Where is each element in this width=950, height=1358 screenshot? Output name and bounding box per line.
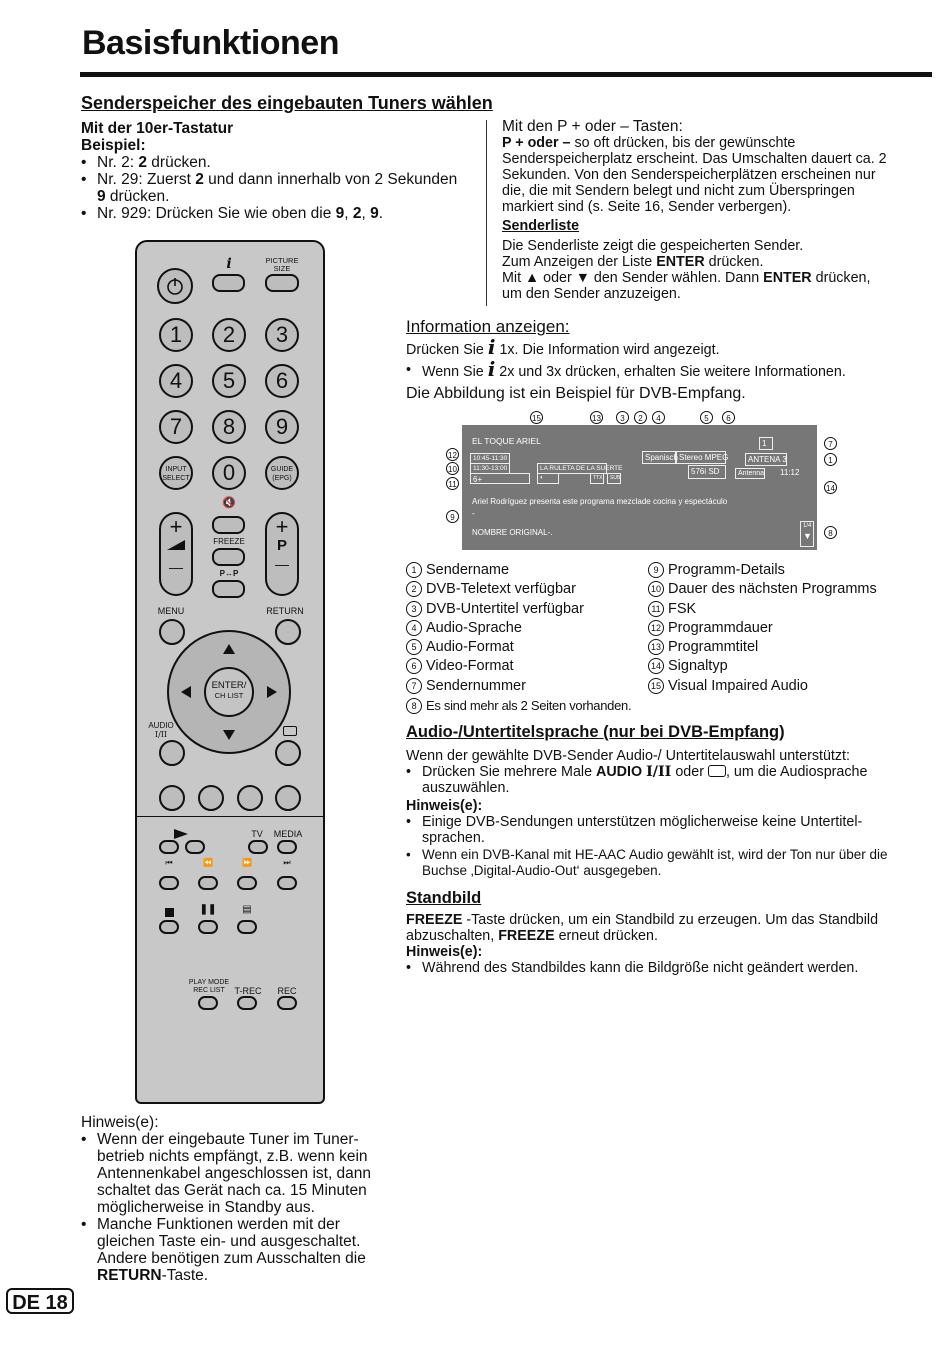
media-label: MEDIA [273,829,303,839]
remote-control [135,240,325,1104]
legend-item: 5 Audio-Format [406,638,631,657]
legend-item: 12 Programmdauer [648,619,877,638]
legend-item: 9 Programm-Details [648,561,877,580]
info-text: Drücken Sie i 1x. Die Information wird angezeigt. • Wenn Sie i 2x und 3x drücken, erhalten Sie weitere Informationen. Die Abbildung ist ein Beispiel für DVB-Empfang. [406,340,906,403]
digit-4-button[interactable]: 4 [159,364,193,398]
legend-item: 6 Video-Format [406,657,631,676]
p-keys-block [502,118,894,302]
info-example: Die Abbildung ist ein Beispiel für DVB-Empfang. [406,385,746,402]
legend-item: 8 Es sind mehr als 2 Seiten vorhanden. [406,696,631,715]
freeze-label: FREEZE [213,537,245,546]
marker-9: 9 [446,510,459,523]
mute-icon: 🔇 [222,497,236,509]
rec-list-button[interactable] [198,996,218,1010]
senderliste-text: Die Senderliste zeigt die gespeicherten Sender. Zum Anzeigen der Liste ENTER drücken. Mit ▲ oder ▼ den Sender wählen. Dann ENTER drücken, um den Sender anzuzeigen. [502,238,871,302]
p-p-label: P↔P [219,569,239,578]
marker-11: 11 [446,477,459,490]
osd-page-indicator [800,521,814,547]
mute-button[interactable] [212,516,245,534]
info-i-icon: i [487,357,496,381]
volume-up-label: + [169,514,183,539]
osd-details: Ariel Rodríguez presenta este programa mezclade cocina y espectáculo [472,497,728,506]
yellow-button[interactable] [237,785,263,811]
play-button[interactable] [185,840,205,854]
digit-1-button[interactable]: 1 [159,318,193,352]
osd-audio-format: Stereo MPEG [676,451,726,464]
osd-vi-audio-icon: ◐ [537,473,559,484]
digit-8-button[interactable]: 8 [212,410,246,444]
ten-key-block [81,120,466,222]
marker-5: 5 [700,411,713,424]
list-item: • Drücken Sie mehrere Male AUDIO I/II oder , um die Audiosprache auszuwählen. [406,764,896,796]
info-label: i [226,256,232,272]
list-item: • Wenn Sie i 2x und 3x drücken, erhalten Sie weitere Informationen. [406,362,906,380]
digit-6-button[interactable]: 6 [265,364,299,398]
marker-14: 14 [824,481,837,494]
standbild-block [406,912,896,976]
osd-page-label: 1/4 [803,523,812,529]
legend-item: 3 DVB-Untertitel verfügbar [406,600,631,619]
osd-age: 6+ [470,473,530,484]
forward-button[interactable] [237,876,257,890]
forward-icon: ⏩ [242,858,252,867]
osd-next-program: LA RULETA DE LA SUERTE [537,463,607,474]
legend-item: 4 Audio-Sprache [406,619,631,638]
tv-label: TV [251,829,263,839]
p-keys-text: P + oder – so oft drücken, bis der gewünschte Senderspeicherplatz erscheint. Das Umschalten dauert ca. 2 Sekunden. Von den Senderspeicherplätzen erscheinen nur die, die mit Sendern belegt und nicht zum Überspringen markiert sind (s. Seite 16, Sender verbergen). [502,135,887,215]
red-button[interactable] [159,785,185,811]
marker-12: 12 [446,448,459,461]
volume-wedge-icon [165,538,187,552]
osd-video-format: 576i SD [688,465,726,479]
subtitle-icon [283,726,297,736]
marker-6: 6 [722,411,735,424]
program-label: P [276,537,287,554]
osd-ttx-icon: TTX [590,473,604,484]
audio-mode-label: I/II [154,730,168,739]
osd-time-range2: 11:30-13:00 [470,463,510,474]
power-button[interactable] [157,268,193,304]
return-label: RETURN [266,606,304,616]
rec-label: REC [277,986,297,996]
ten-key-title: Mit der 10er-Tastatur [81,120,234,137]
play-icon [174,829,188,839]
rewind-button[interactable] [198,876,218,890]
pause-icon: ❚❚ [199,904,217,915]
legend-right [648,561,877,696]
title-rule [80,72,932,77]
blue-button[interactable] [275,785,301,811]
play-mode-label: PLAY MODE [188,979,230,986]
marker-3: 3 [616,411,629,424]
column-divider [486,120,487,306]
osd-figure [462,425,817,550]
trec-label: T-REC [234,986,262,996]
legend-item: 1 Sendername [406,561,631,580]
list-item: • Wenn ein DVB-Kanal mit HE-AAC Audio gewählt ist, wird der Ton nur über die Buchse ‚Digital-Audio-Out‘ ausgegeben. [406,847,896,879]
next-button[interactable] [277,876,297,890]
info-i-icon: i [487,335,496,359]
program-up-label: + [275,514,289,539]
legend-item: 2 DVB-Teletext verfügbar [406,580,631,599]
audio-sub-title: Audio-/Untertitelsprache (nur bei DVB-Empfang) [406,723,785,741]
legend-item: 15 Visual Impaired Audio [648,677,877,696]
subtitle-icon [708,765,726,777]
bottom-hinweis: Hinweis(e): [81,1114,159,1131]
osd-time-range1: 10:45-11:30 [470,453,510,464]
rewind-icon: ⏪ [203,858,213,867]
osd-signal: Antenna [735,468,765,479]
marker-8: 8 [824,526,837,539]
program-rocker[interactable] [265,512,299,596]
program-down-label: — [275,556,289,572]
osd-original: NOMBRE ORIGINAL-. [472,528,553,537]
marker-1: 1 [824,453,837,466]
trec-button[interactable] [237,996,257,1010]
guide-button[interactable]: GUIDE (EPG) [265,456,299,490]
legend-item: 13 Programmtitel [648,638,877,657]
osd-channel-name: EL TOQUE ARIEL [472,436,541,446]
legend-item: 14 Signaltyp [648,657,877,676]
marker-7: 7 [824,437,837,450]
ch-list-label: CH LIST [214,691,244,700]
tuner-section-title: Senderspeicher des eingebauten Tuners wählen [81,93,493,113]
subtitle-button[interactable] [275,740,301,766]
rec-button[interactable] [277,996,297,1010]
list-item: • Nr. 2: 2 drücken. [81,154,466,171]
list-icon: ▤ [242,904,252,915]
menu-label: MENU [157,606,185,616]
picture-size-label: PICTURE SIZE [265,256,299,273]
list-item: • Manche Funktionen werden mit der gleichen Taste ein- und ausgeschaltet. Andere benötigen zum Ausschalten die RETURN-Taste. [81,1216,381,1284]
digit-9-button[interactable]: 9 [265,410,299,444]
swap-button[interactable] [212,580,245,598]
list-item: • Während des Standbildes kann die Bildgröße nicht geändert werden. [406,960,896,976]
rec-list-label: REC LIST [193,987,225,994]
page-number: DE 18 [6,1288,74,1314]
osd-station: ANTENA 3 [745,453,787,466]
audio-sub-hinweis: Hinweis(e): [406,798,483,814]
legend-left [406,561,631,715]
input-select-button[interactable]: INPUT SELECT [159,456,193,490]
legend-item: 11 FSK [648,600,877,619]
osd-sub-icon: SUB [607,473,621,484]
senderliste-title: Senderliste [502,218,580,234]
stop-icon [165,908,174,917]
osd-clock: 11:12 [780,468,800,477]
freeze-button[interactable] [212,548,245,566]
osd-dash: - [472,509,475,518]
audio-sub-line1: Wenn der gewählte DVB-Sender Audio-/ Untertitelauswahl unterstützt: [406,748,850,764]
standbild-hinweis: Hinweis(e): [406,944,483,960]
prev-button[interactable] [159,876,179,890]
p-keys-title: Mit den P + oder – Tasten: [502,118,683,135]
remote-divider [137,816,323,817]
marker-15: 15 [530,411,543,424]
media-button[interactable] [277,840,297,854]
marker-2: 2 [634,411,647,424]
marker-10: 10 [446,462,459,475]
volume-rocker[interactable] [159,512,193,596]
audio-sub-block [406,748,896,879]
prev-icon: ⏮ [165,858,173,867]
audio-button[interactable] [159,740,185,766]
standbild-text: FREEZE -Taste drücken, um ein Standbild zu erzeugen. Um das Standbild abzuschalten, FREEZE erneut drücken. [406,912,879,944]
marker-4: 4 [652,411,665,424]
osd-channel-number: 1 [759,437,773,450]
digit-2-button[interactable]: 2 [212,318,246,352]
stop-button[interactable] [159,920,179,934]
power-icon [159,270,191,302]
volume-down-label: — [169,559,183,575]
next-icon: ⏭ [283,858,291,867]
list-button[interactable] [237,920,257,934]
green-button[interactable] [198,785,224,811]
legend-item: 10 Dauer des nächsten Programms [648,580,877,599]
picture-size-button[interactable] [265,274,299,292]
list-item: • Nr. 29: Zuerst 2 und dann innerhalb von 2 Sekunden 9 drücken. [81,171,466,205]
list-item: • Nr. 929: Drücken Sie wie oben die 9, 2, 9. [81,205,466,222]
list-item: • Einige DVB-Sendungen unterstützen möglicherweise keine Untertitel-sprachen. [406,814,896,846]
standbild-title: Standbild [406,889,482,907]
digit-5-button[interactable]: 5 [212,364,246,398]
ten-key-bullets [81,154,466,222]
audio-label: AUDIO [148,721,174,730]
digit-0-button[interactable]: 0 [212,456,246,490]
enter-button[interactable] [204,667,254,717]
info-button[interactable] [212,274,245,292]
tv-button[interactable] [248,840,268,854]
info-section-title: Information anzeigen: [406,317,570,336]
play-left-button[interactable] [159,840,179,854]
bottom-note [81,1114,381,1284]
enter-label: ENTER/ [211,680,247,691]
osd-lang: Spanisch [642,451,676,464]
example-label: Beispiel: [81,137,146,154]
digit-7-button[interactable]: 7 [159,410,193,444]
pause-button[interactable] [198,920,218,934]
osd-down-arrow-icon: ▼ [803,531,812,541]
legend-item: 7 Sendernummer [406,677,631,696]
marker-13: 13 [590,411,603,424]
page-title: Basisfunktionen [82,24,339,62]
list-item: • Wenn der eingebaute Tuner im Tuner-betrieb nichts empfängt, z.B. wenn kein Antennenkabel angeschlossen ist, dann schaltet das Gerät nach ca. 15 Minuten möglicherweise in Standby aus. [81,1131,381,1216]
digit-3-button[interactable]: 3 [265,318,299,352]
